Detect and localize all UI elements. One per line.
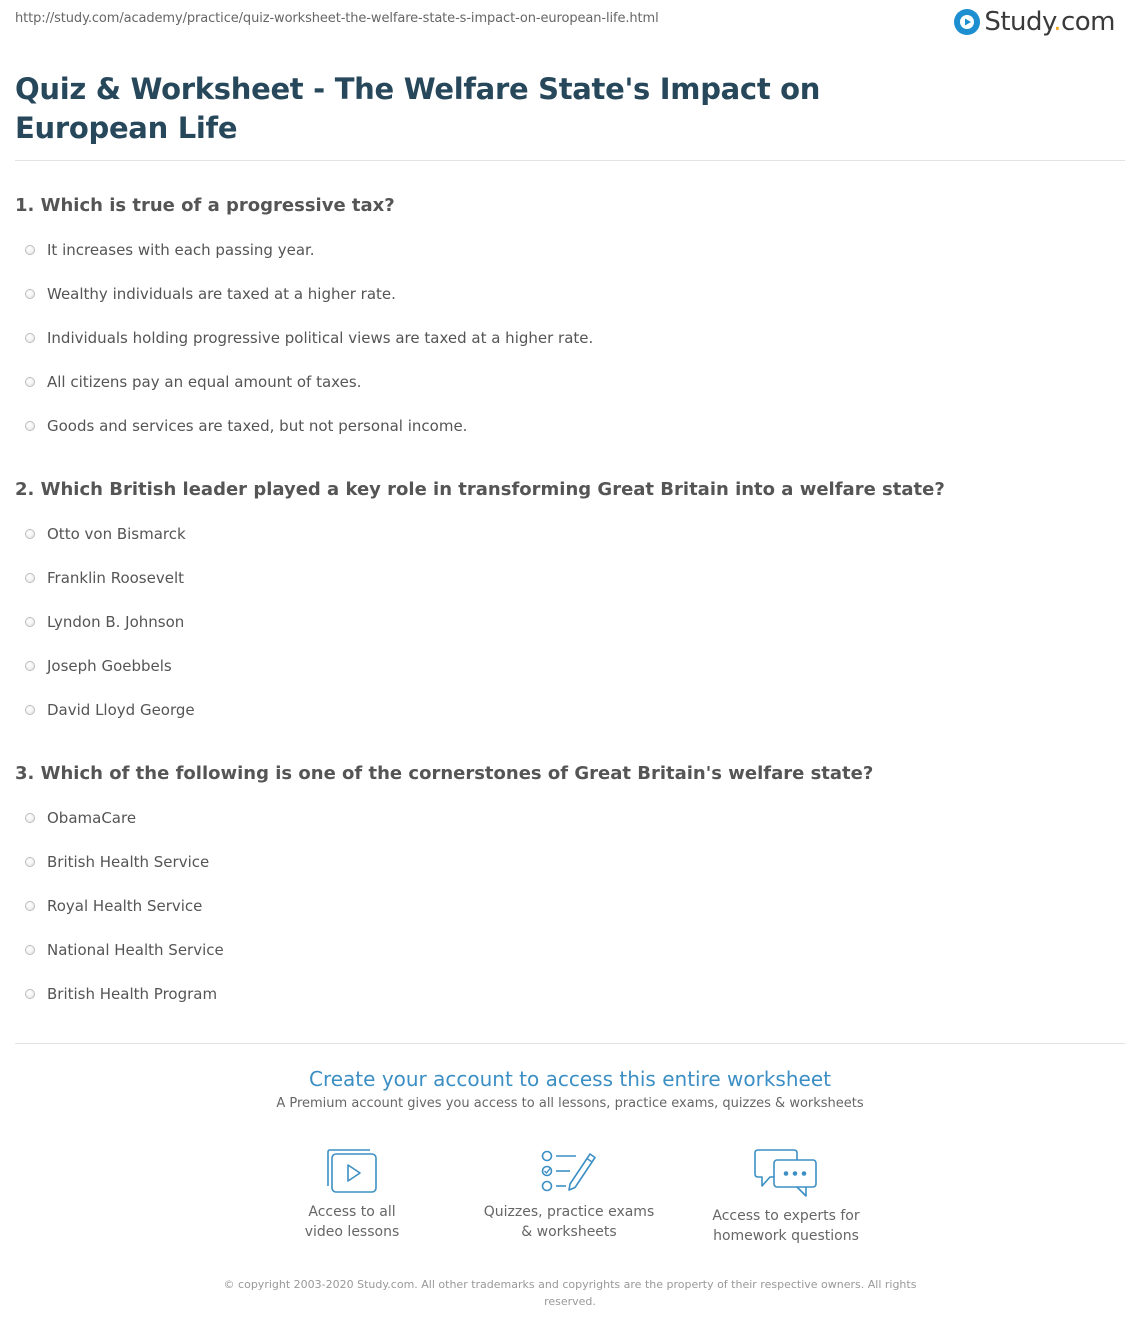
question-text: 3. Which of the following is one of the cornerstones of Great Britain's welfare state? [15,763,874,784]
answer-option[interactable] [15,890,1125,934]
answer-label[interactable]: Joseph Goebbels [47,657,172,675]
feature-line: & worksheets [521,1224,617,1240]
answer-label[interactable]: Individuals holding progressive political views are taxed at a higher rate. [47,329,594,347]
radio-button[interactable] [25,245,35,255]
question-1 [15,192,1125,454]
answer-option[interactable] [15,802,1125,846]
page-title: Quiz & Worksheet - The Welfare State's Impact on European Life [15,72,821,145]
answer-option[interactable] [15,846,1125,890]
cta-subtitle: A Premium account gives you access to all lessons, practice exams, quizzes & worksheets [276,1096,864,1111]
radio-button[interactable] [25,857,35,867]
answer-label[interactable]: Royal Health Service [47,897,203,915]
answer-option[interactable] [15,234,1125,278]
answer-label[interactable]: All citizens pay an equal amount of taxes. [47,373,362,391]
radio-button[interactable] [25,813,35,823]
feature-text [469,1202,669,1242]
radio-button[interactable] [25,661,35,671]
logo-main: Study [984,7,1054,37]
feature-text [686,1206,886,1246]
radio-button[interactable] [25,945,35,955]
feature-line: Access to experts for [712,1208,860,1224]
feature-line: video lessons [304,1224,400,1240]
answer-label[interactable]: British Health Program [47,985,218,1003]
answer-option[interactable] [15,518,1125,562]
radio-button[interactable] [25,377,35,387]
quiz-checklist-icon [540,1148,598,1194]
question-text: 2. Which British leader played a key role in transforming Great Britain into a welfare state? [15,479,945,500]
feature-text [252,1202,452,1242]
radio-button[interactable] [25,529,35,539]
answer-label[interactable]: ObamaCare [47,809,137,827]
divider [15,160,1125,161]
feature-quizzes [469,1148,669,1242]
answer-option[interactable] [15,650,1125,694]
answer-label[interactable]: Otto von Bismarck [47,525,186,543]
answer-option[interactable] [15,410,1125,454]
answer-option[interactable] [15,322,1125,366]
divider [15,1043,1125,1044]
feature-experts [686,1148,886,1246]
radio-button[interactable] [25,901,35,911]
feature-line: Access to all [308,1204,396,1220]
radio-button[interactable] [25,617,35,627]
answer-option[interactable] [15,278,1125,322]
answer-label[interactable]: It increases with each passing year. [47,241,315,259]
answer-option[interactable] [15,366,1125,410]
radio-button[interactable] [25,573,35,583]
top-bar [15,7,1125,47]
video-lesson-icon [326,1148,378,1194]
logo-wordmark [984,7,1115,37]
feature-video-lessons [252,1148,452,1242]
copyright-notice: © copyright 2003-2020 Study.com. All other trademarks and copyrights are the property of their respective owners. All rights reserved. [223,1278,917,1308]
answer-label[interactable]: Lyndon B. Johnson [47,613,185,631]
logo-suffix: com [1060,7,1115,37]
answer-option[interactable] [15,934,1125,978]
answer-label[interactable]: David Lloyd George [47,701,195,719]
play-logo-icon [954,9,980,35]
study-logo[interactable] [954,7,1115,37]
radio-button[interactable] [25,989,35,999]
answer-option[interactable] [15,978,1125,1022]
answer-label[interactable]: Wealthy individuals are taxed at a higher rate. [47,285,396,303]
page-url: http://study.com/academy/practice/quiz-worksheet-the-welfare-state-s-impact-on-european-life.html [15,11,659,26]
question-2 [15,476,1125,738]
answer-label[interactable]: Goods and services are taxed, but not personal income. [47,417,468,435]
answer-label[interactable]: Franklin Roosevelt [47,569,184,587]
radio-button[interactable] [25,289,35,299]
create-account-link[interactable]: Create your account to access this entire worksheet [309,1067,831,1091]
feature-line: homework questions [713,1228,859,1244]
logo-dot: . [1053,7,1061,37]
answer-label[interactable]: National Health Service [47,941,224,959]
radio-button[interactable] [25,421,35,431]
question-3 [15,760,1125,1022]
chat-bubbles-icon [754,1148,818,1198]
answer-option[interactable] [15,694,1125,738]
question-text: 1. Which is true of a progressive tax? [15,195,395,216]
radio-button[interactable] [25,705,35,715]
feature-line: Quizzes, practice exams [483,1204,655,1220]
answer-label[interactable]: British Health Service [47,853,210,871]
answer-option[interactable] [15,562,1125,606]
answer-option[interactable] [15,606,1125,650]
radio-button[interactable] [25,333,35,343]
